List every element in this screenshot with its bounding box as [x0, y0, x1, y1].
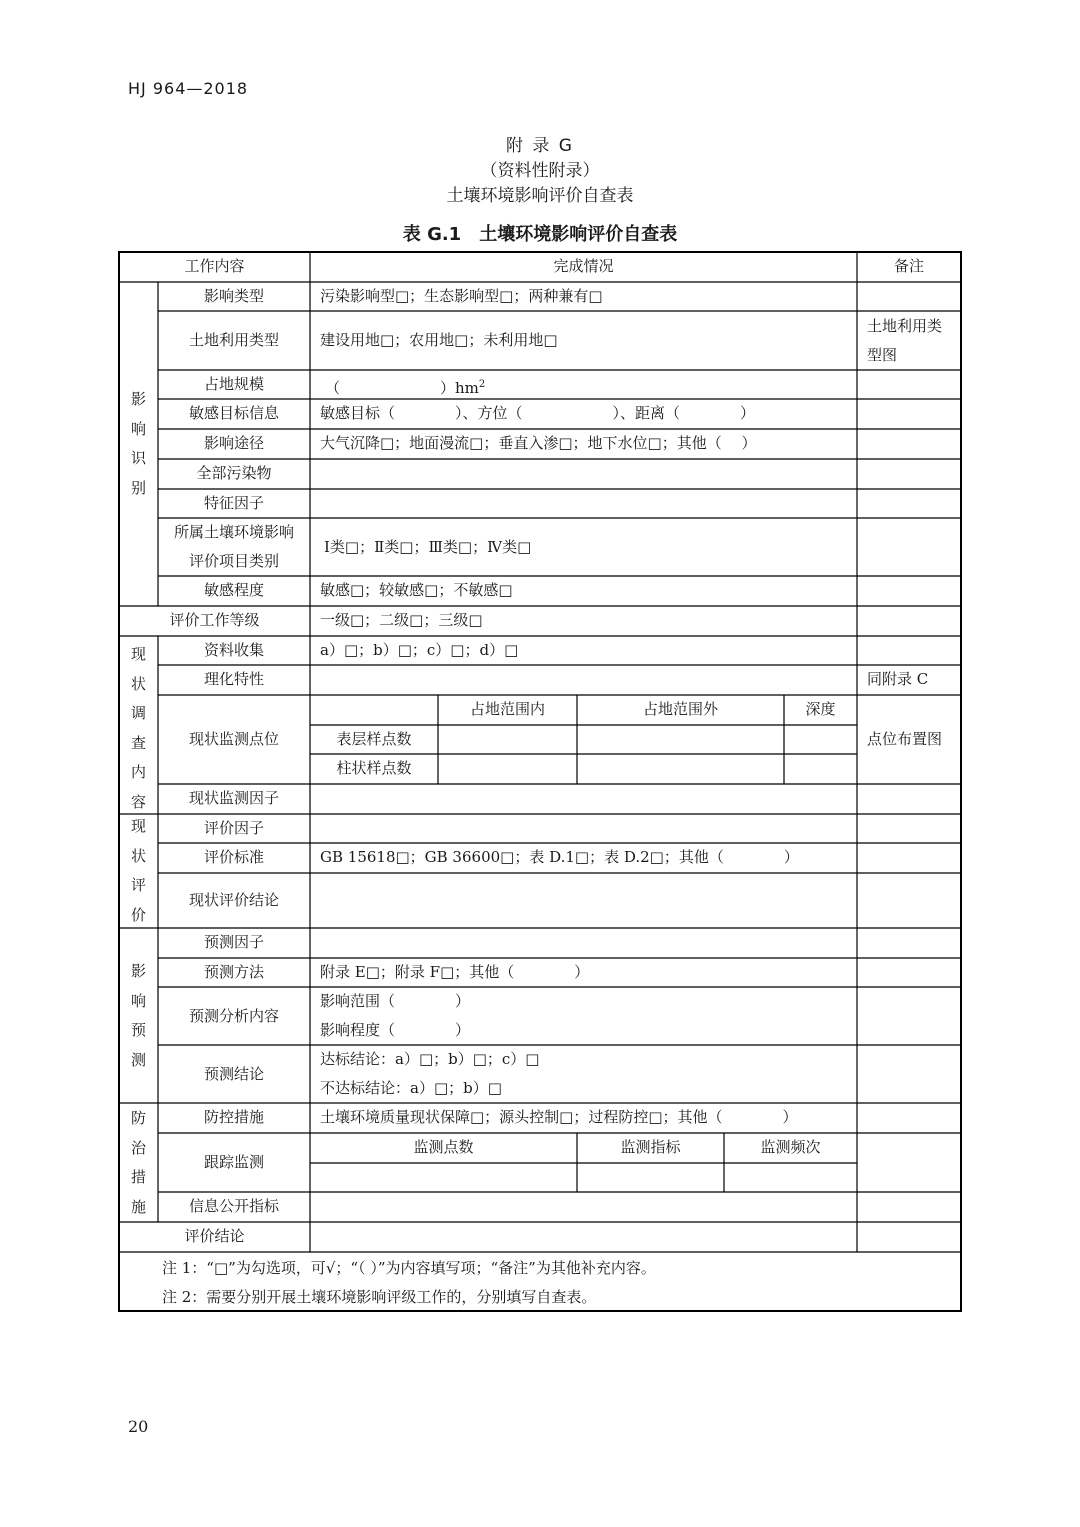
row-label-monitoring-points: 现状监测点位: [188, 730, 279, 748]
header-work-content: 工作内容: [184, 257, 245, 275]
group-impact-identification: 影 响 识 别: [130, 390, 146, 497]
row-label-evaluation-conclusion: 评价结论: [184, 1227, 245, 1245]
row-label-land-use: 土地利用类型: [188, 331, 279, 349]
row-value-sensitive-targets: 敏感目标（ ）、方位（ ）、距离（ ）: [320, 404, 756, 422]
row-label-prediction-method: 预测方法: [203, 963, 264, 981]
note-1: 注 1：“□”为勾选项，可√；“（ ）”为内容填写项；“备注”为其他补充内容。: [162, 1259, 656, 1277]
row-value-sensitivity: 敏感□；较敏感□；不敏感□: [320, 581, 513, 599]
row-label-impact-pathway: 影响途径: [203, 434, 264, 452]
row-value-impact-scope: 影响范围（ ）: [320, 992, 471, 1010]
row-label-status-conclusion: 现状评价结论: [188, 891, 279, 909]
subheader-outside-site: 占地范围外: [642, 700, 718, 718]
row-label-tracking-monitoring: 跟踪监测: [203, 1153, 264, 1171]
row-label-data-collection: 资料收集: [203, 641, 264, 659]
appendix-subtitle: （资料性附录）: [480, 161, 600, 181]
group-prevention-measures: 防 治 措 施: [130, 1109, 146, 1216]
row-label-prediction-conclusion: 预测结论: [203, 1065, 264, 1083]
group-status-survey: 现 状 调 查 内 容: [130, 645, 146, 811]
row-value-compliant-conclusion: 达标结论：a）□；b）□；c）□: [320, 1050, 540, 1068]
row-value-work-grade: 一级□；二级□；三级□: [320, 611, 483, 629]
row-label-all-pollutants: 全部污染物: [196, 464, 272, 482]
row-label-evaluation-factors: 评价因子: [203, 819, 264, 837]
row-value-control-measures: 土壤环境质量现状保障□；源头控制□；过程防控□；其他（ ）: [320, 1108, 798, 1126]
note-land-use-line2: 型图: [867, 346, 898, 364]
row-label-prediction-factors: 预测因子: [203, 933, 264, 951]
row-label-physicochemical: 理化特性: [203, 670, 264, 688]
subrow-column-samples: 柱状样点数: [336, 759, 412, 777]
appendix-name: 土壤环境影响评价自查表: [446, 186, 634, 206]
row-label-control-measures: 防控措施: [203, 1108, 264, 1126]
subheader-monitoring-indicators: 监测指标: [620, 1138, 681, 1156]
row-label-characteristic-factors: 特征因子: [203, 494, 264, 512]
row-value-impact-degree: 影响程度（ ）: [320, 1021, 471, 1039]
document-header: HJ 964—2018: [128, 79, 249, 98]
row-label-work-grade: 评价工作等级: [169, 611, 260, 629]
header-remarks: 备注: [893, 257, 924, 275]
row-value-land-scale: （ ）$hm^2$: [325, 379, 486, 397]
note-physicochemical: 同附录 C: [867, 670, 929, 688]
row-label-land-scale: 占地规模: [203, 375, 264, 393]
group-status-evaluation: 现 状 评 价: [130, 817, 146, 924]
row-label-prediction-analysis: 预测分析内容: [188, 1007, 279, 1025]
row-label-evaluation-standard: 评价标准: [203, 848, 264, 866]
row-label-project-category-line2: 评价项目类别: [188, 552, 279, 570]
row-value-impact-type: 污染影响型□；生态影响型□；两种兼有□: [320, 287, 603, 305]
row-label-sensitive-targets: 敏感目标信息: [188, 404, 279, 422]
row-label-sensitivity: 敏感程度: [203, 581, 264, 599]
note-land-use-line1: 土地利用类: [867, 317, 943, 335]
row-value-prediction-method: 附录 E□；附录 F□；其他（ ）: [320, 963, 590, 981]
appendix-title: 附 录 G: [506, 136, 574, 156]
subheader-monitoring-frequency: 监测频次: [760, 1138, 821, 1156]
row-value-noncompliant-conclusion: 不达标结论：a）□；b）□: [320, 1079, 502, 1097]
row-value-project-category: Ⅰ类□；Ⅱ类□；Ⅲ类□；Ⅳ类□: [324, 538, 532, 556]
table-caption: 表 G.1 土壤环境影响评价自查表: [402, 224, 678, 245]
row-label-impact-type: 影响类型: [203, 287, 264, 305]
row-value-data-collection: a）□；b）□；c）□；d）□: [320, 641, 519, 659]
row-value-land-use: 建设用地□；农用地□；未利用地□: [320, 331, 558, 349]
note-2: 注 2：需要分别开展土壤环境影响评级工作的，分别填写自查表。: [162, 1288, 597, 1306]
row-value-impact-pathway: 大气沉降□；地面漫流□；垂直入渗□；地下水位□；其他（ ）: [320, 434, 757, 452]
header-completion: 完成情况: [553, 257, 614, 275]
group-impact-prediction: 影 响 预 测: [130, 962, 146, 1069]
subheader-inside-site: 占地范围内: [469, 700, 545, 718]
row-label-monitoring-factors: 现状监测因子: [188, 789, 279, 807]
subheader-monitoring-points: 监测点数: [413, 1138, 474, 1156]
row-label-info-disclosure: 信息公开指标: [188, 1197, 279, 1215]
row-value-evaluation-standard: GB 15618□；GB 36600□；表 D.1□；表 D.2□；其他（ ）: [320, 848, 799, 866]
row-label-project-category-line1: 所属土壤环境影响: [173, 523, 294, 541]
subheader-depth: 深度: [805, 700, 836, 718]
page-number: 20: [128, 1417, 149, 1436]
note-point-layout: 点位布置图: [867, 730, 943, 748]
subrow-surface-samples: 表层样点数: [336, 730, 412, 748]
